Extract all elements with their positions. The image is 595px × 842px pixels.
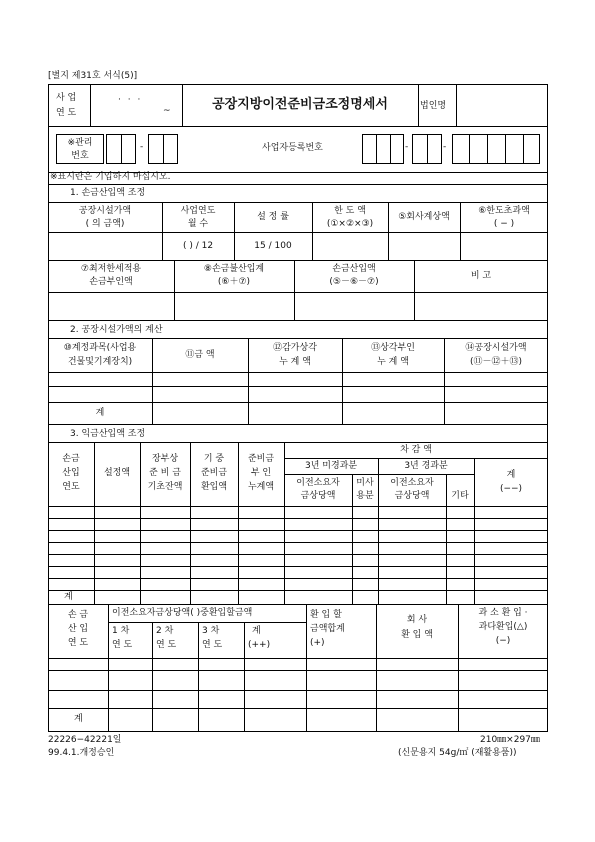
corp-name-label: 법인명 bbox=[420, 101, 447, 111]
header-divider bbox=[48, 126, 548, 127]
period-tilde: ~ bbox=[163, 106, 171, 116]
period-label: 사 업 bbox=[56, 93, 77, 103]
section3-title: 3. 익금산입액 조정 bbox=[70, 429, 146, 439]
section3-total: 계 bbox=[64, 592, 73, 602]
biz-reg-field-1[interactable] bbox=[362, 134, 404, 164]
footer-paper: (신문용지 54g/㎡ (재활용품)) bbox=[398, 748, 517, 758]
page-title: 공장지방이전준비금조정명세서 bbox=[212, 97, 388, 112]
section1-title: 1. 손금산입액 조정 bbox=[70, 188, 146, 198]
period-label-2: 연 도 bbox=[56, 108, 77, 118]
mgmt-number-label: ※관리 bbox=[67, 138, 93, 148]
footer-code: 22226−42221일 bbox=[48, 735, 122, 745]
footer-size: 210㎜×297㎜ bbox=[480, 735, 540, 745]
section4-total: 계 bbox=[74, 714, 83, 724]
note: ※표시란은 기입하지 마십시오. bbox=[50, 172, 171, 182]
section2-title: 2. 공장시설가액의 계산 bbox=[70, 325, 163, 335]
form-label: [별지 제31호 서식(5)] bbox=[48, 71, 138, 81]
footer-approval: 99.4.1.개정승인 bbox=[48, 748, 115, 758]
period-dots: · · · bbox=[118, 95, 143, 105]
section2-total: 계 bbox=[95, 408, 105, 418]
biz-reg-label: 사업자등록번호 bbox=[262, 143, 323, 153]
rate-value: 15 / 100 bbox=[254, 241, 292, 251]
biz-reg-field-3[interactable] bbox=[452, 134, 540, 164]
months-value: ( ) / 12 bbox=[182, 241, 214, 251]
